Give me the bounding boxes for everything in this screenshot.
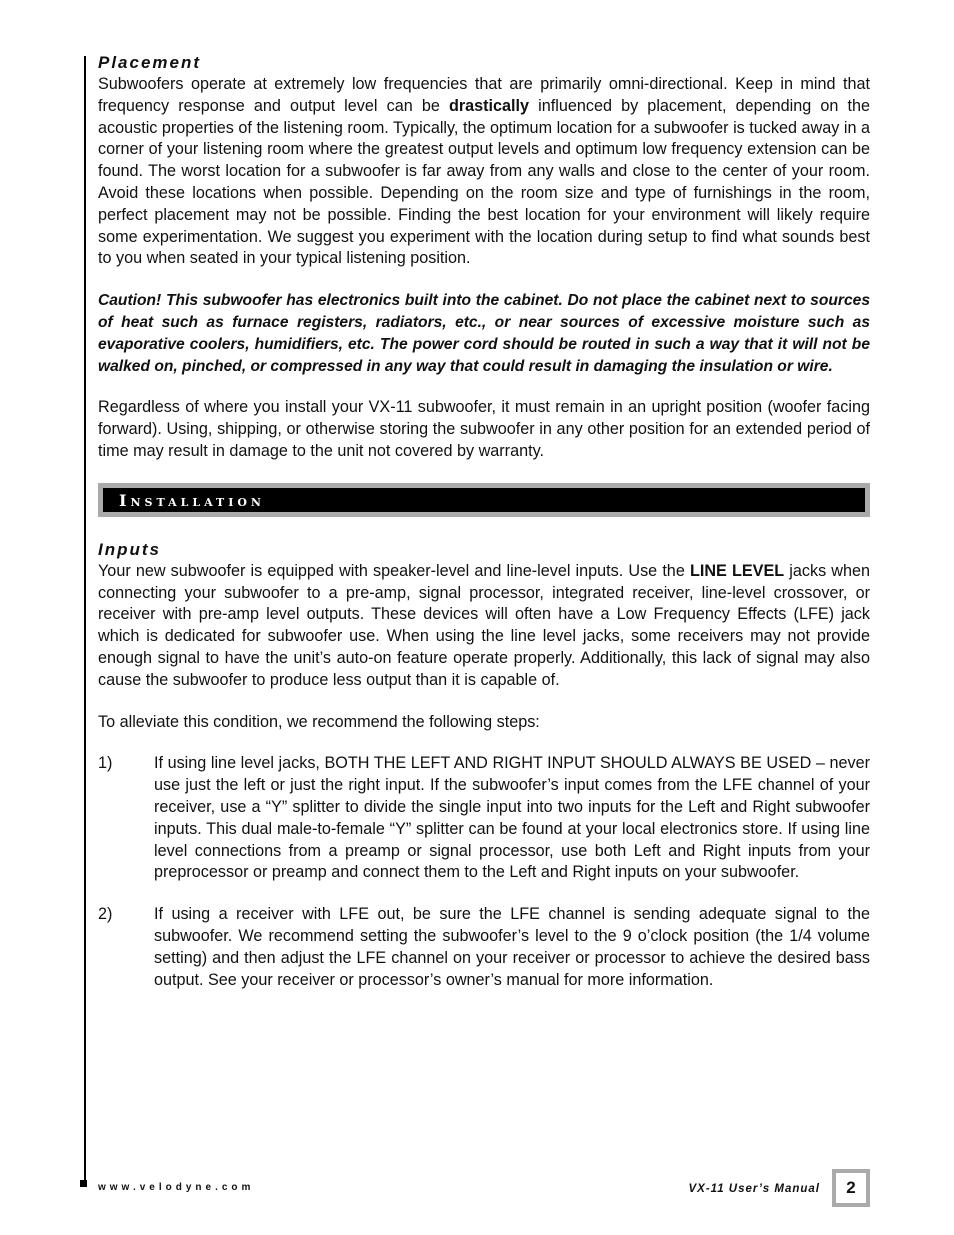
caution-paragraph: Caution! This subwoofer has electronics built into the cabinet. Do not place the cabinet next to sources of heat such as furnace registers, radiators, etc., or near sources of excessive moisture such as evaporative coolers, humidifiers, etc. The power cord should be routed in such a way that it will not be walked on, pinched, or compressed in any way that could result in damaging the insulation or wire. (98, 292, 870, 375)
footer-url: www.velodyne.com (98, 1182, 255, 1193)
placement-text-a: Subwoofers operate at extremely low frequencies that are primarily omni-directional. Keep in mind that frequency response and output level can be (98, 75, 870, 115)
placement-emphasis: drastically (448, 96, 530, 115)
placement-text-c: influenced by placement, depending on the acoustic properties of the listening room. Typically, the optimum location for a subwoofer is tucked away in a corner of your listening room where the greatest output levels and optimum low frequency extension can be found. The worst location for a subwoofer is far away from any walls and close to the center of your room. Avoid these locations when possible. Depending on the room size and type of furnishings in the room, perfect placement may not be possible. Finding the best location for your environment will likely require some experimentation. We suggest you experiment with the location during setup to find what sounds best to you when seated in your typical listening position. (98, 96, 870, 268)
inputs-text-c: jacks when connecting your subwoofer to a pre-amp, signal processor, integrated receiver, line-level crossover, or receiver with pre-amp level outputs. These devices will often have a Low Frequency Effects (LFE) jack which is dedicated for subwoofer use. When using the line level jacks, some receivers may not provide enough signal to have the unit’s auto-on feature operate properly. Additionally, this lack of signal may also cause the subwoofer to produce less output than it is capable of. (98, 561, 870, 689)
step-number: 1) (98, 754, 113, 773)
steps-intro: To alleviate this condition, we recommend the following steps: (98, 712, 540, 731)
orientation-paragraph: Regardless of where you install your VX-11 subwoofer, it must remain in an upright position (woofer facing forward). Using, shipping, or otherwise storing the subwoofer in any other position for an extended period of time may result in damage to the unit not covered by warranty. (98, 398, 870, 460)
page-number-box (832, 1169, 870, 1207)
step-text: If using a receiver with LFE out, be sure the LFE channel is sending adequate signal to the subwoofer. We recommend setting the subwoofer’s level to the 9 o’clock position (the 1/4 volume setting) and then adjust the LFE channel on your receiver or processor to achieve the desired bass output. See your receiver or processor’s owner’s manual for more information. (154, 905, 870, 989)
step-item (98, 904, 870, 991)
inputs-paragraph (98, 561, 870, 692)
step-text: If using line level jacks, BOTH THE LEFT AND RIGHT INPUT SHOULD ALWAYS BE USED – never use just the left or just the right input. If the subwoofer’s input comes from the LFE channel of your receiver, use a “Y” splitter to divide the single input into two inputs for the Left and Right subwoofer inputs. This dual male-to-female “Y” splitter can be found at your local electronics store. If using line level connections from a preamp or signal processor, use both Left and Right inputs from your preprocessor or preamp and connect them to the Left and Right inputs on your subwoofer. (154, 754, 870, 882)
page-content (98, 52, 870, 991)
placement-paragraph (98, 74, 870, 270)
placement-heading: Placement (98, 53, 202, 72)
inputs-heading: Inputs (98, 539, 161, 559)
footer-manual-title: VX-11 User’s Manual (688, 1183, 820, 1195)
line-level-emphasis: LINE LEVEL (689, 561, 785, 580)
margin-rule (84, 56, 86, 1182)
margin-square-marker (80, 1180, 87, 1187)
page-number: 2 (836, 1173, 866, 1203)
installation-section-bar (98, 483, 870, 517)
steps-list (98, 753, 870, 991)
inputs-text-a: Your new subwoofer is equipped with speaker-level and line-level inputs. Use the (98, 561, 690, 580)
step-item (98, 753, 870, 884)
step-number: 2) (98, 905, 113, 924)
installation-section-title: Installation (103, 488, 865, 512)
